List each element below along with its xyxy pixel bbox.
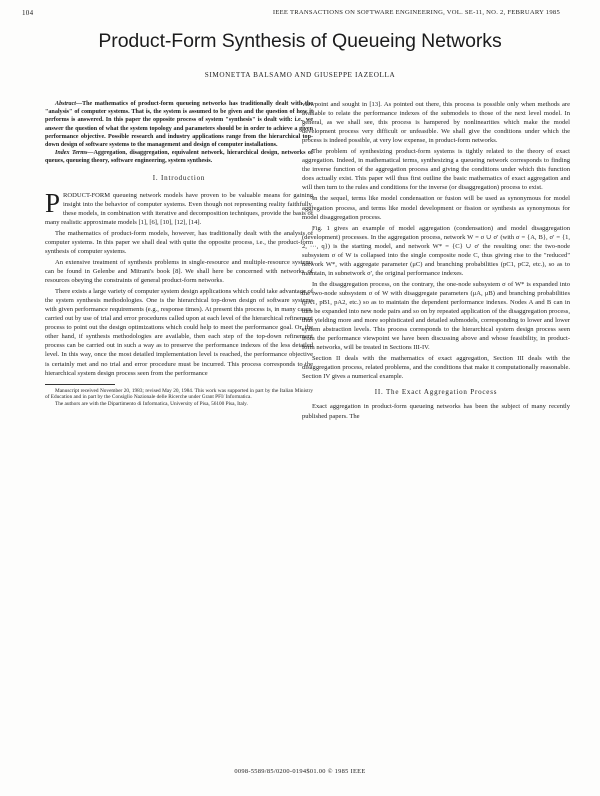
paper-title: Product-Form Synthesis of Queueing Networks: [98, 30, 502, 52]
index-terms-text: Aggregation, disaggregation, equivalent network, hierarchical design, networks of queues, queueing theory, software engineering, system synthesis.: [45, 150, 313, 165]
section-heading-introduction: I. Introduction: [152, 173, 206, 182]
authors: SIMONETTA BALSAMO AND GIUSEPPE IAZEOLLA: [204, 71, 396, 79]
index-terms-lead: Index Terms—: [55, 150, 94, 157]
left-column: [45, 100, 313, 408]
page-number: 104: [22, 9, 34, 17]
footnote-manuscript: Manuscript received November 20, 1983; revised May 20, 1984. This work was supported in part by the Italian Ministry of Education and in part by the Consiglio Nazionale delle Ricerche under Grant PFI/ Informatica.: [45, 387, 313, 401]
section-heading-exact-aggregation: II. The Exact Aggregation Process: [374, 388, 498, 397]
intro-paragraph-2: The mathematics of product-form models, however, has traditionally dealt with the analysis of computer systems. In this paper we shall deal with quite the opposite process, i.e., the product-form synthesis of computer systems.: [45, 229, 313, 255]
copyright-footer: 0098-5589/85/0200-0194$01.00 © 1985 IEEE: [234, 768, 366, 775]
abstract-lead: Abstract—: [55, 101, 83, 107]
intro-paragraph-3: An extensive treatment of synthesis problems in single-resource and multiple-resource systems can be found in Gelenbe and Mitrani's book [8]. We shall here be concerned with networks of resources obeying the constraints of general product-form networks.: [45, 259, 313, 285]
right-paragraph-2: The problem of synthesizing product-form systems is tightly related to the theory of exact aggregation. Indeed, in mathematical terms, synthesizing a queueing network corresponds to finding the inverse function of the aggregation process and giving the conditions under which this function does actually exist. This paper will thus first outline the basic mathematics of exact aggregation and will then turn to the rules and conditions for the inverse (or disaggregation) process to exist.: [302, 148, 570, 192]
abstract-text: The mathematics of product-form queueing networks has traditionally dealt with the "analysis" of computer systems. That is, the system is assumed to be given and the question of how it performs is answered. In this paper the opposite process of system "synthesis" is dealt with: i.e., we answer the question of what the system topology and parameters should be in order to achieve a given performance objective. Possible research and industry applications range from the hierarchical top-down design of software systems to the management and design of computer installations.: [45, 101, 313, 149]
right-paragraph-7: Exact aggregation in product-form queueing networks has been the subject of many recently published papers. The: [302, 403, 570, 420]
abstract: [45, 100, 313, 149]
journal-header: IEEE TRANSACTIONS ON SOFTWARE ENGINEERING, VOL. SE-11, NO. 2, FEBRUARY 1985: [272, 9, 560, 16]
intro-paragraph-4: There exists a large variety of computer system design applications which could take advantage of the system synthesis methodologies. One is the hierarchical top-down design of software systems with given performance requirements (e.g., response times). At present this process is, in many cases, carried out by use of trial and error procedures called upon at each level of the hierarchical refinement process to point out the design optimizations which could help to meet the performance goal. Or, the other hand, if synthesis methodologies are available, then each step of the top-down refinement process can be carried out in such a way as to preserve the performance indexes of the less detailed level. In this way, once the most detailed implementation level is reached, the performance objective is certainly met and no trial and error procedure must be incurred. This process corresponds to the hierarchical system design process seen from the performance: [45, 288, 313, 377]
index-terms: [45, 149, 313, 165]
intro-paragraph-1-text: RODUCT-FORM queueing network models have proven to be valuable means for gaining insight into the behavior of computer systems. Even though not representing reality faithfully, these models, in combination with iterative and decomposition techniques, provide the basis of many realistic approximate models [1], [6], [10], [12], [14].: [45, 191, 313, 226]
right-paragraph-1: viewpoint and sought in [13]. As pointed out there, this process is possible only when methods are available to relate the performance indexes of the submodels to those of the next level model. In general, as we shall see, this process is hampered by nonlinearities which make the model development process very difficult or unfeasible. We shall give the conditions under which the process is indeed possible, at very low expense, in product-form networks.: [302, 101, 570, 145]
right-paragraph-3: In the sequel, terms like model condensation or fusion will be used as synonymous for model aggregation process, and terms like model development or fission or synthesis as synonymous for model disaggregation process.: [302, 195, 570, 221]
right-paragraph-6: Section II deals with the mathematics of exact aggregation, Section III deals with the disaggregation process, related problems, and the conditions that make it computationally reasonable. Section IV gives a numerical example.: [302, 355, 570, 381]
intro-paragraph-1: [45, 187, 313, 227]
right-paragraph-5: In the disaggregation process, on the contrary, the one-node subsystem σ of W* is expanded into the two-node subsystem σ of W with disaggregate parameters (μA, μB) and branching probabilities (pA1, pB1, pA2, etc.) so as to maintain the dependent performance indexes. Nodes A and B can in turn be expanded into new node pairs and so on by repeated application of the disaggregation process, thus yielding more and more sophisticated and detailed submodels, corresponding to lower and lower system abstraction levels. This process corresponds to the hierarchical system design process seen from the performance viewpoint we have been discussing above and whose feasibility, in product-form networks, will be treated in Sections III-IV.: [302, 280, 570, 352]
drop-cap: P: [45, 187, 61, 218]
right-paragraph-4: Fig. 1 gives an example of model aggregation (condensation) and model disaggregation (development) processes. In the aggregation process, network W = σ ∪ σ′ (with σ = {A, B}, σ′ = {1, 2, ···, q}) is the starting model, and network W* = {C} ∪ σ′ the resulting one: the two-node subsystem σ of W is collapsed into the single composite node C, thus giving rise to the "reduced" network W*, with aggregate parameter (μC) and branching probabilities (pC1, pC2, etc.), so as to maintain, in subnetwork σ′, the original performance indexes.: [302, 224, 570, 277]
right-column: [302, 100, 570, 421]
footnote-affiliation: The authors are with the Dipartimento di Informatica, University of Pisa, 56100 Pisa, Italy.: [55, 401, 248, 408]
footnote-rule: [45, 384, 115, 385]
